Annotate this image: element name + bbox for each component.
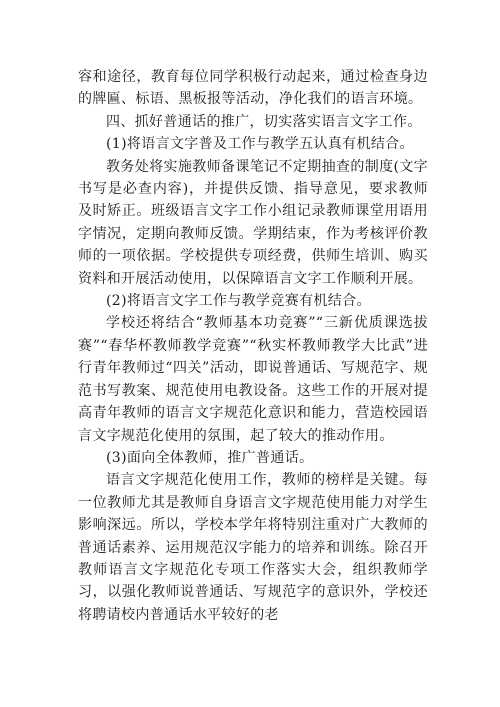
paragraph-continuation: 容和途径，教育每位同学积极行动起来，通过检查身边的牌匾、标语、黑板报等活动，净化我们的语言环境。	[78, 69, 428, 108]
paragraph-body-2: 学校还将结合“教师基本功竞赛”“三新优质课选拔赛”“春华杯教师教学竞赛”“秋实杯教师教学大比武”进行青年教师过“四关”活动，即说普通话、写规范字、规范书写教案、规范使用电教设备。这些工作的开展对提高青年教师的语言文字规范化意识和能力，营造校园语言文字规范化使用的氛围，起了较大的推动作用。	[78, 315, 428, 444]
document-body	[78, 66, 428, 626]
subheading-2: (2)将语言文字工作与教学竞赛有机结合。	[106, 293, 371, 310]
subheading-1: (1)将语言文字普及工作与教学五认真有机结合。	[106, 136, 414, 153]
subheading-3: (3)面向全体教师，推广普通话。	[106, 449, 314, 466]
paragraph-body-3: 语言文字规范化使用工作，教师的榜样是关键。每一位教师尤其是教师自身语言文字规范使用能力对学生影响深远。所以，学校本学年将特别注重对广大教师的普通话素养、运用规范汉字能力的培养和训练。除召开教师语言文字规范化专项工作落实大会，组织教师学习，以强化教师说普通话、写规范字的意识外，学校还将聘请校内普通话水平较好的老	[78, 472, 428, 623]
section-heading-4: 四、抓好普通话的推广，切实落实语言文字工作。	[106, 113, 422, 130]
paragraph-body-1: 教务处将实施教师备课笔记不定期抽查的制度(文字书写是必查内容)，并提供反馈、指导意见，要求教师及时矫正。班级语言文字工作小组记录教师课堂用语用字情况，定期向教师反馈。学期结束，作为考核评价教师的一项依据。学校提供专项经费，供师生培训、购买资料和开展活动使用，以保障语言文字工作顺利开展。	[78, 158, 428, 287]
